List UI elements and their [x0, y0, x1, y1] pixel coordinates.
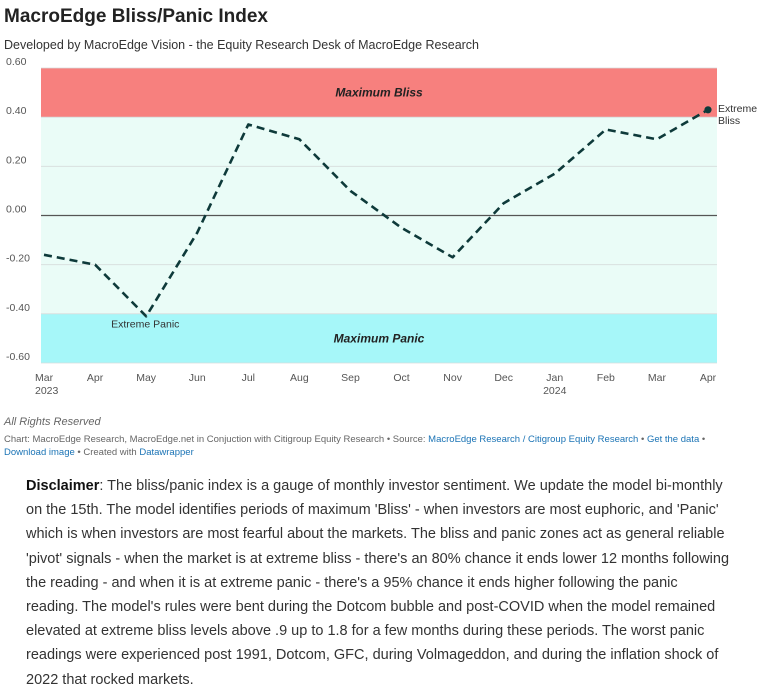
get-data-link[interactable]: Get the data — [646, 434, 700, 445]
x-tick-label: Nov — [443, 372, 462, 384]
y-tick-label: -0.40 — [6, 301, 30, 314]
x-tick-label: Aug — [290, 372, 309, 384]
x-tick-label: Mar — [647, 372, 666, 384]
y-tick-label: 0.20 — [6, 154, 27, 167]
disclaimer — [26, 474, 734, 692]
created-with-text: • Created with — [74, 447, 140, 458]
bliss-panic-line-chart — [0, 58, 759, 408]
zone-label: Maximum Panic — [333, 331, 425, 346]
download-image-link[interactable]: Download image — [4, 447, 75, 458]
latest-point-marker — [704, 106, 711, 113]
x-tick-label: Sep — [341, 372, 360, 384]
disclaimer-label: Disclaimer — [26, 478, 100, 494]
y-tick-label: 0.60 — [6, 58, 27, 68]
extreme-panic-annotation: Extreme Panic — [111, 318, 180, 331]
rights-note: All Rights Reserved — [4, 416, 101, 428]
y-tick-label: 0.00 — [6, 203, 27, 216]
x-tick-label: Feb — [596, 372, 615, 384]
y-tick-label: -0.20 — [6, 252, 30, 265]
extreme-bliss-annotation-line2: Bliss — [718, 114, 741, 127]
credit-text: Chart: MacroEdge Research, MacroEdge.net in Conjuction with Citigroup Equity Research • Source: — [4, 434, 429, 445]
x-tick-label: Jul — [241, 372, 256, 384]
chart-title: MacroEdge Bliss/Panic Index — [4, 6, 268, 27]
x-tick-year-label: 2023 — [35, 385, 59, 397]
x-axis-ticks — [35, 372, 717, 397]
x-tick-label: Oct — [393, 372, 410, 384]
chart-credit — [4, 433, 749, 459]
x-tick-label: Apr — [699, 372, 717, 384]
separator: • — [638, 434, 647, 445]
x-tick-label: May — [136, 372, 157, 384]
y-tick-label: -0.60 — [6, 351, 30, 363]
disclaimer-text: : The bliss/panic index is a gauge of monthly investor sentiment. We update the model bi-monthly on the 15th. The model identifies periods of maximum 'Bliss' - when investors are most euphoric, and 'Panic' which is when investors are most fearful about the markets. The bliss and panic zones act as general reliable 'pivot' signals - when the market is at extreme bliss - there's an 80% chance it ends lower 12 months following the reading - and when it is at extreme panic - there's a 95% chance it ends higher following the panic reading. The model's rules were bent during the Dotcom bubble and post-COVID when the model remained elevated at extreme bliss levels above .9 up to 1.8 for a few months during these periods. The worst panic readings were experienced post 1991, Dotcom, GFC, during Volmageddon, and during the inflation shock of 2022 that rocked markets. — [26, 478, 730, 688]
y-axis-ticks — [6, 58, 30, 363]
chart-subtitle: Developed by MacroEdge Vision - the Equity Research Desk of MacroEdge Research — [4, 38, 480, 52]
x-tick-label: Mar — [35, 372, 54, 384]
x-tick-label: Jun — [188, 372, 206, 384]
datawrapper-link[interactable]: Datawrapper — [139, 447, 194, 458]
x-tick-label: Dec — [494, 372, 514, 384]
extreme-bliss-annotation: Extreme — [718, 102, 758, 115]
x-tick-label: Apr — [86, 372, 104, 384]
y-tick-label: 0.40 — [6, 105, 27, 118]
separator: • — [699, 434, 706, 445]
source-link[interactable]: MacroEdge Research / Citigroup Equity Research — [428, 434, 639, 445]
x-tick-year-label: 2024 — [543, 385, 567, 397]
x-tick-label: Jan — [546, 372, 564, 384]
zone-label: Maximum Bliss — [335, 85, 423, 100]
